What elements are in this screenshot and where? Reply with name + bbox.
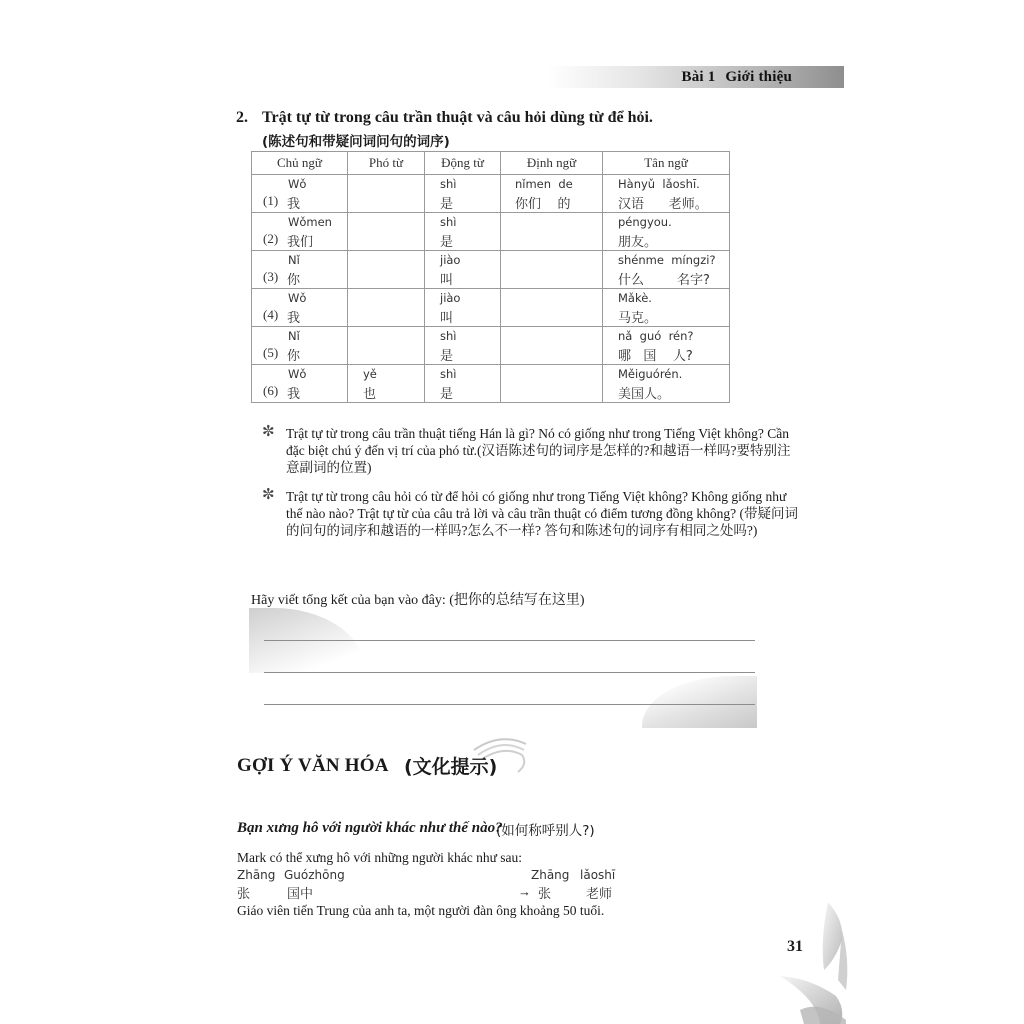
running-header [681,66,792,88]
object-pinyin: nǎ guó rén? [618,329,694,343]
culture-intro: Mark có thể xưng hô với những người khác như sau: [237,850,523,865]
table-row [252,365,730,403]
cell-subject [252,289,348,327]
name-to-hanzi-2: 老师 [586,887,613,902]
subject-hanzi: 你 [287,349,301,364]
adverb-pinyin: yě [363,367,377,381]
header-attributive: Định ngữ [501,152,603,175]
subject-pinyin: Wǒmen [288,215,332,229]
object-hanzi: 美国人。 [618,387,671,402]
object-pinyin: péngyou. [618,215,672,229]
name-to-hanzi-1: 张 [538,887,552,902]
table-row [252,251,730,289]
object-pinyin: Mǎkè. [618,291,652,305]
cell-adverb [348,213,425,251]
word-order-table [251,151,730,403]
verb-pinyin: jiào [440,291,461,305]
cell-verb [425,289,501,327]
row-number: (1) [263,193,279,208]
cell-adverb [348,327,425,365]
cell-object [603,175,730,213]
attributive-hanzi: 你们 的 [515,197,571,212]
row-number: (3) [263,269,279,284]
cell-adverb [348,289,425,327]
table-header-row [252,152,730,175]
note-item [262,488,802,539]
cell-attributive [501,365,603,403]
cell-subject [252,251,348,289]
header-object: Tân ngữ [603,152,730,175]
row-number: (4) [263,307,279,322]
arrow-right-icon: → [518,884,531,899]
object-hanzi: 什么 名字? [618,273,710,288]
cell-subject [252,327,348,365]
verb-hanzi: 是 [440,197,454,212]
verb-hanzi: 叫 [440,311,454,326]
object-pinyin: Měiguórén. [618,367,683,381]
cell-adverb [348,175,425,213]
verb-pinyin: shì [440,177,457,191]
cell-subject [252,365,348,403]
cell-attributive [501,327,603,365]
subject-pinyin: Wǒ [288,367,307,381]
object-hanzi: 汉语 老师。 [618,197,708,212]
row-number: (6) [263,383,279,398]
culture-description: Giáo viên tiến Trung của anh ta, một người đàn ông khoảng 50 tuổi. [237,903,605,918]
header-adverb: Phó từ [348,152,425,175]
object-hanzi: 马克。 [618,311,658,326]
verb-hanzi: 叫 [440,273,454,288]
cell-attributive [501,175,603,213]
asterisk-flower-icon: ✼ [262,487,275,503]
name-from-hanzi-2: 国中 [287,887,314,902]
cell-subject [252,213,348,251]
table-row [252,327,730,365]
verb-pinyin: shì [440,367,457,381]
cell-attributive [501,213,603,251]
subject-hanzi: 我 [287,311,301,326]
cell-verb [425,327,501,365]
adverb-hanzi: 也 [363,387,377,402]
subject-hanzi: 你 [287,273,301,288]
page-number: 31 [787,938,803,955]
note-item [262,425,802,476]
cell-attributive [501,289,603,327]
cell-verb [425,213,501,251]
summary-label: Hãy viết tổng kết của bạn vào đây: (把你的总结写在这里) [251,593,585,608]
verb-hanzi: 是 [440,349,454,364]
name-to-pinyin-1: Zhāng [531,868,570,882]
cell-object [603,327,730,365]
lily-flower-decoration-icon [780,900,850,1024]
subject-pinyin: Wǒ [288,177,307,191]
cell-verb [425,365,501,403]
lesson-title: Giới thiệu [725,69,792,85]
section-title: Trật tự từ trong câu trần thuật và câu hỏi dùng từ để hỏi. [262,109,653,126]
subject-pinyin: Nǐ [288,253,300,267]
lesson-label: Bài 1 [681,69,716,85]
culture-heading-zh: (文化提示) [404,756,498,778]
object-hanzi: 朋友。 [618,235,658,250]
writing-line[interactable] [264,640,755,641]
object-pinyin: Hànyǔ lǎoshī. [618,177,700,191]
table-row [252,289,730,327]
culture-heading: GỢI Ý VĂN HÓA [237,755,389,776]
verb-pinyin: jiào [440,253,461,267]
subject-hanzi: 我 [287,387,301,402]
table-row [252,213,730,251]
verb-pinyin: shì [440,215,457,229]
header-subject: Chủ ngữ [252,152,348,175]
subject-pinyin: Nǐ [288,329,300,343]
name-to-pinyin-2: lǎoshī [580,868,616,882]
name-from-pinyin-2: Guózhōng [284,868,345,882]
verb-hanzi: 是 [440,235,454,250]
verb-pinyin: shì [440,329,457,343]
cell-object [603,289,730,327]
note-text: Trật tự từ trong câu trần thuật tiếng Hán là gì? Nó có giống như trong Tiếng Việt không? Cần đặc biệt chú ý đến vị trí của phó từ.(汉语陈述句的词序是怎样的?和越语一样吗?要特别注意副词的位置) [286,426,791,475]
subject-hanzi: 我 [287,197,301,212]
cell-object [603,251,730,289]
cell-verb [425,251,501,289]
table-row [252,175,730,213]
cell-adverb [348,365,425,403]
writing-line[interactable] [264,672,755,673]
name-from-hanzi-1: 张 [237,887,251,902]
asterisk-flower-icon: ✼ [262,424,275,440]
culture-question: Bạn xưng hô với người khác như thế nào? [237,820,503,836]
cell-subject [252,175,348,213]
object-pinyin: shénme míngzi? [618,253,716,267]
note-text: Trật tự từ trong câu hỏi có từ để hỏi có giống như trong Tiếng Việt không? Không giống như thế nào nào? Trật tự từ của câu trả lời và câu trần thuật có điểm tương đồng không? (带疑问词的问句的词序和越语的一样吗?怎么不一样? 答句和陈述句的词序有相同之处吗?) [286,489,798,538]
cell-object [603,213,730,251]
cell-attributive [501,251,603,289]
name-from-pinyin-1: Zhāng [237,868,276,882]
cell-object [603,365,730,403]
section-subtitle-zh: (陈述句和带疑问词问句的词序) [262,134,450,150]
object-hanzi: 哪 国 人? [618,349,693,364]
section-number: 2. [236,109,248,126]
cell-adverb [348,251,425,289]
decorative-swoosh [642,676,757,728]
verb-hanzi: 是 [440,387,454,402]
header-verb: Động từ [425,152,501,175]
row-number: (2) [263,231,279,246]
culture-question-zh: (如何称呼别人?) [496,823,595,839]
attributive-pinyin: nǐmen de [515,177,573,191]
row-number: (5) [263,345,279,360]
writing-line[interactable] [264,704,755,705]
subject-hanzi: 我们 [287,235,314,250]
subject-pinyin: Wǒ [288,291,307,305]
cell-verb [425,175,501,213]
